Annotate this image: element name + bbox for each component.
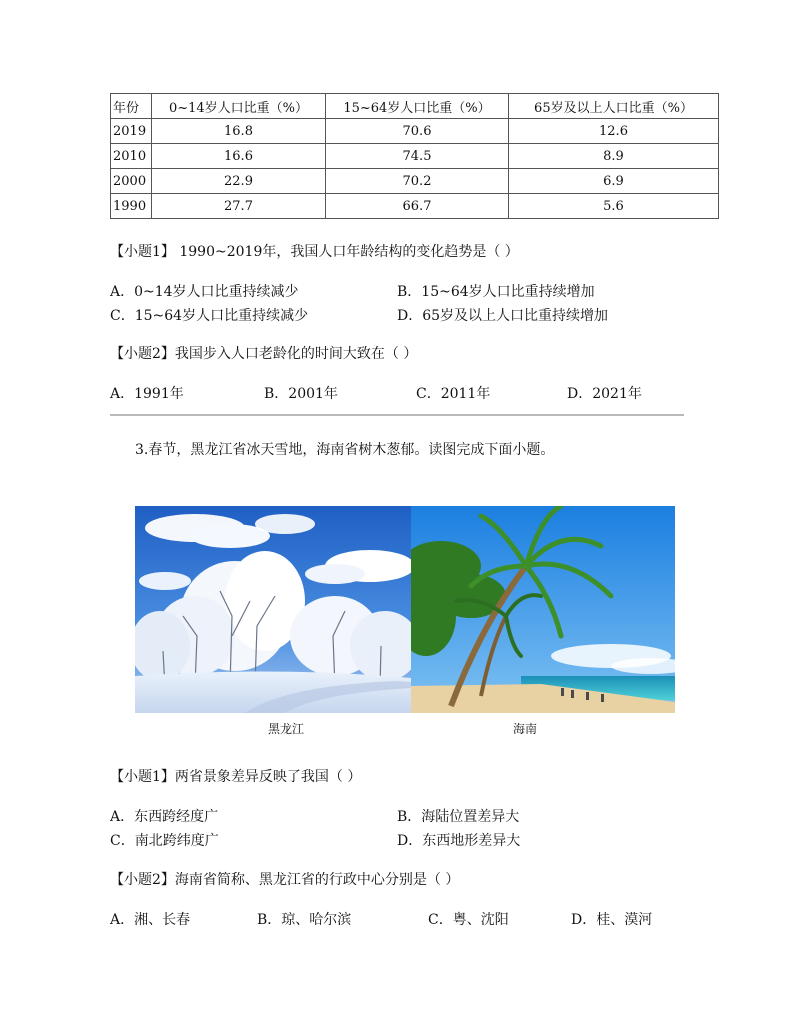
question-intro: 3.春节，黑龙江省冰天雪地，海南省树木葱郁。读图完成下面小题。 [135, 442, 555, 458]
population-table [110, 93, 719, 219]
table-row [111, 169, 719, 194]
cell-year: 2000 [111, 169, 152, 194]
caption-heilongjiang: 黑龙江 [268, 722, 305, 736]
option-b[interactable]: B．琼、哈尔滨 [257, 912, 352, 928]
section-divider [110, 414, 684, 416]
cell-value: 70.6 [326, 119, 509, 144]
cell-year: 1990 [111, 194, 152, 219]
option-d[interactable]: D．65岁及以上人口比重持续增加 [397, 308, 609, 324]
option-b[interactable]: B．海陆位置差异大 [397, 809, 520, 825]
table-row [111, 144, 719, 169]
cell-value: 27.7 [152, 194, 326, 219]
question-stem: 【小题2】我国步入人口老龄化的时间大致在（ ） [110, 346, 418, 362]
header-year: 年份 [111, 94, 152, 119]
hainan-beach-photo [411, 506, 675, 713]
question-stem: 【小题2】海南省简称、黑龙江省的行政中心分别是（ ） [110, 872, 460, 888]
option-c[interactable]: C．南北跨纬度广 [110, 833, 219, 849]
option-c[interactable]: C．2011年 [416, 386, 491, 402]
option-b[interactable]: B．15~64岁人口比重持续增加 [397, 284, 595, 300]
option-a[interactable]: A．湘、长春 [110, 912, 191, 928]
table-row [111, 194, 719, 219]
option-d[interactable]: D．东西地形差异大 [397, 833, 521, 849]
cell-value: 74.5 [326, 144, 509, 169]
table-header-row [111, 94, 719, 119]
caption-hainan: 海南 [513, 722, 538, 736]
cell-value: 8.9 [509, 144, 719, 169]
cell-year: 2010 [111, 144, 152, 169]
option-b[interactable]: B．2001年 [264, 386, 338, 402]
heilongjiang-snow-photo [135, 506, 411, 713]
cell-value: 22.9 [152, 169, 326, 194]
option-a[interactable]: A．0~14岁人口比重持续减少 [110, 284, 299, 300]
question-stem: 【小题1】 1990~2019年，我国人口年龄结构的变化趋势是（ ） [110, 244, 519, 260]
cell-value: 66.7 [326, 194, 509, 219]
cell-value: 12.6 [509, 119, 719, 144]
header-age-0-14: 0~14岁人口比重（%） [152, 94, 326, 119]
table-row [111, 119, 719, 144]
cell-value: 16.6 [152, 144, 326, 169]
cell-value: 16.8 [152, 119, 326, 144]
option-a[interactable]: A．1991年 [110, 386, 184, 402]
cell-value: 70.2 [326, 169, 509, 194]
option-d[interactable]: D．2021年 [567, 386, 642, 402]
snow-scene-image [135, 506, 411, 713]
option-c[interactable]: C．粤、沈阳 [428, 912, 509, 928]
header-age-65-plus: 65岁及以上人口比重（%） [509, 94, 719, 119]
cell-value: 5.6 [509, 194, 719, 219]
option-a[interactable]: A．东西跨经度广 [110, 809, 219, 825]
option-c[interactable]: C．15~64岁人口比重持续减少 [110, 308, 309, 324]
cell-year: 2019 [111, 119, 152, 144]
beach-scene-image [411, 506, 675, 713]
question-stem: 【小题1】两省景象差异反映了我国（ ） [110, 769, 362, 785]
cell-value: 6.9 [509, 169, 719, 194]
option-d[interactable]: D．桂、漠河 [571, 912, 653, 928]
header-age-15-64: 15~64岁人口比重（%） [326, 94, 509, 119]
